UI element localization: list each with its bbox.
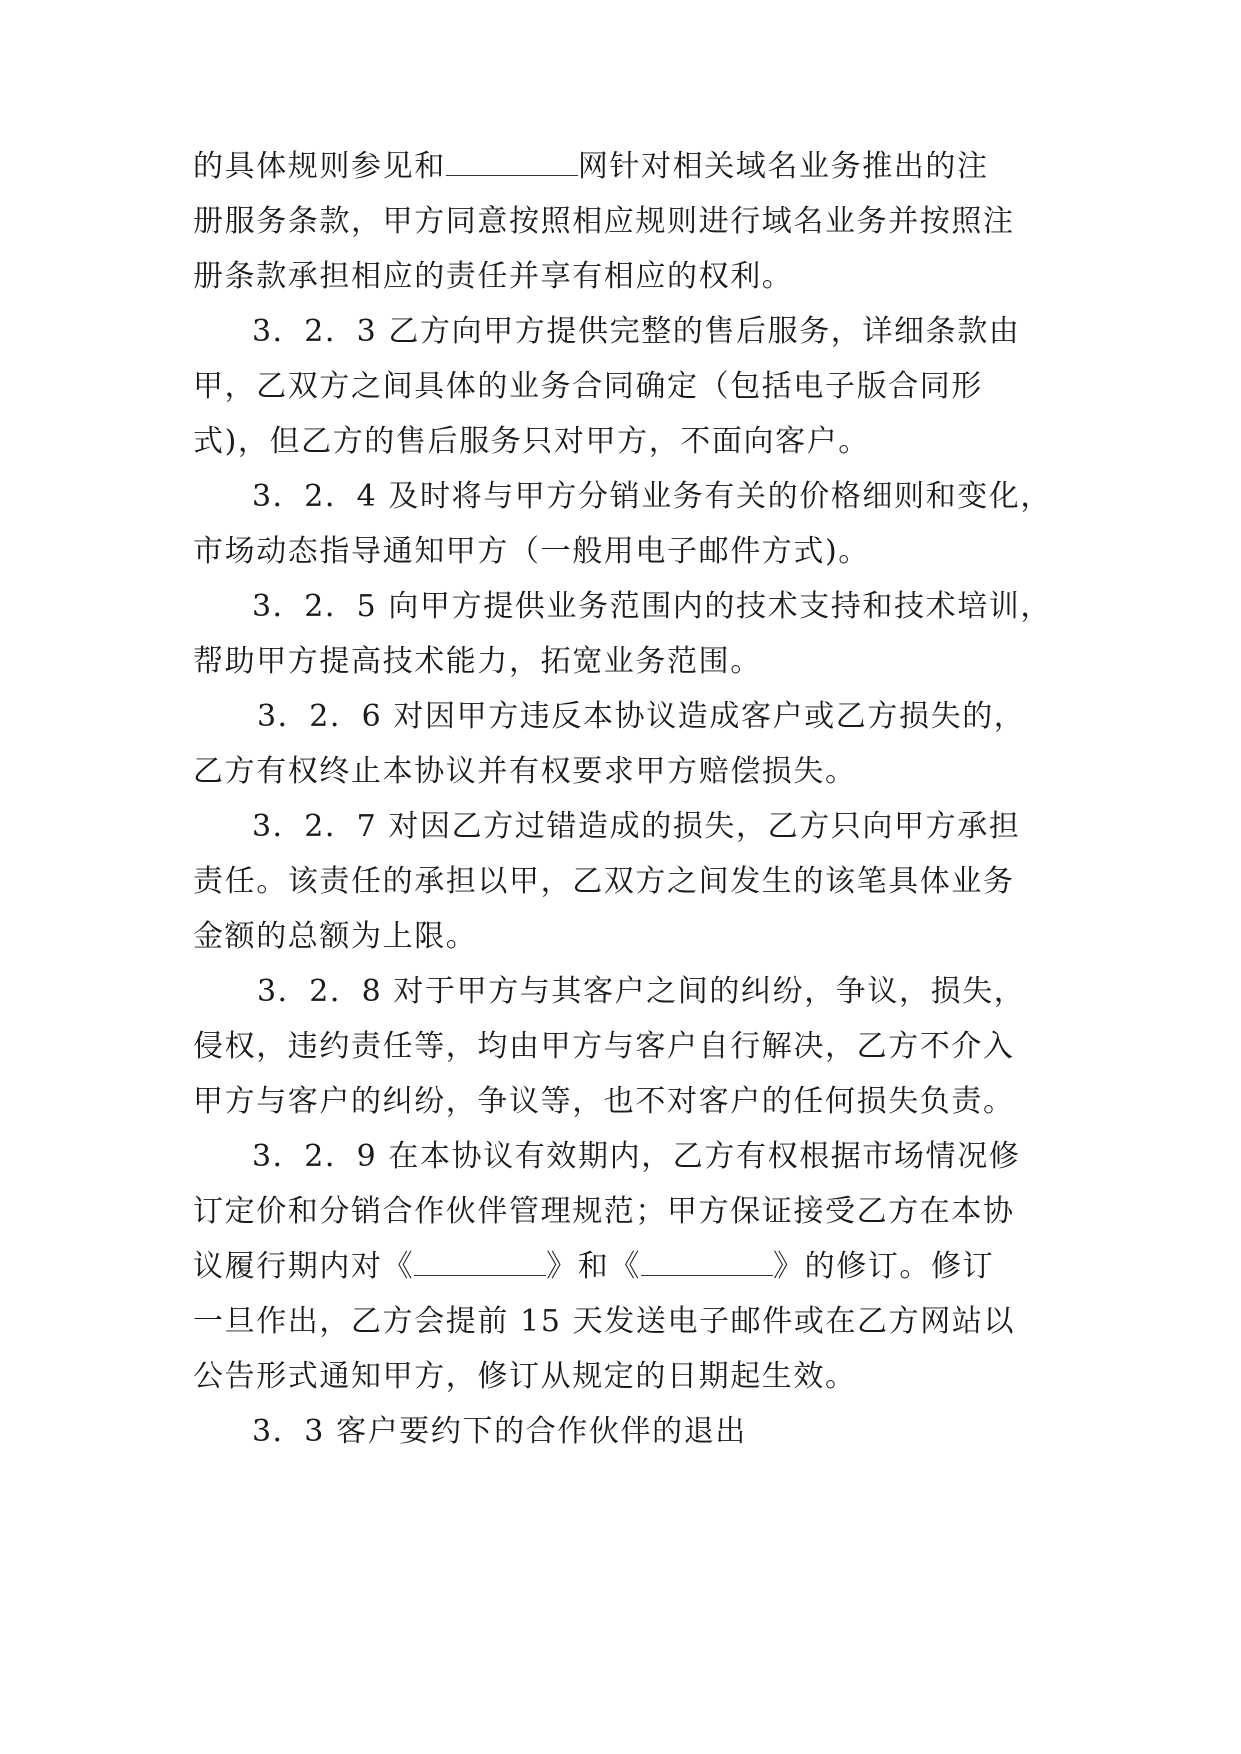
clause-3-2-8-line-1: 3．2．8 对于甲方与其客户之间的纠纷，争议，损失， [257, 974, 1026, 1009]
clause-3-2-4-line-1: 3．2．4 及时将与甲方分销业务有关的价格细则和变化， [252, 479, 1052, 514]
clause-3-2-6-line-2: 乙方有权终止本协议并有权要求甲方赔偿损失。 [193, 754, 857, 789]
paragraph-line-3: 册条款承担相应的责任并享有相应的权利。 [193, 259, 794, 294]
clause-3-2-9-line-2: 订定价和分销合作伙伴管理规范；甲方保证接受乙方在本协 [193, 1194, 1015, 1229]
clause-3-2-3-line-3: 式)，但乙方的售后服务只对甲方，不面向客户。 [193, 424, 870, 459]
clause-3-2-8-line-2: 侵权，违约责任等，均由甲方与客户自行解决，乙方不介入 [193, 1029, 1015, 1064]
clause-3-2-9-line-4: 一旦作出，乙方会提前 15 天发送电子邮件或在乙方网站以 [193, 1304, 1016, 1339]
line-text: 》和《 [546, 1249, 642, 1284]
clause-3-2-5-line-2: 帮助甲方提高技术能力，拓宽业务范围。 [193, 644, 762, 679]
clause-3-2-3-line-1: 3．2．3 乙方向甲方提供完整的售后服务，详细条款由 [252, 314, 1021, 349]
clause-3-2-7-line-2: 责任。该责任的承担以甲，乙双方之间发生的该笔具体业务 [193, 864, 1015, 899]
line-text: 网针对相关域名业务推出的注 [577, 149, 989, 184]
clause-3-2-5-line-1: 3．2．5 向甲方提供业务范围内的技术支持和技术培训， [252, 589, 1052, 624]
clause-3-2-4-line-2: 市场动态指导通知甲方（一般用电子邮件方式)。 [193, 534, 870, 569]
fill-in-blank[interactable] [446, 147, 578, 176]
line-text: 》的修订。修订 [773, 1249, 995, 1284]
fill-in-blank[interactable] [641, 1247, 773, 1276]
clause-3-2-3-line-2: 甲，乙双方之间具体的业务合同确定（包括电子版合同形 [193, 369, 983, 404]
clause-3-2-6-line-1: 3．2．6 对因甲方违反本协议造成客户或乙方损失的， [257, 699, 1026, 734]
line-text: 议履行期内对《 [193, 1249, 415, 1284]
clause-3-2-9-line-1: 3．2．9 在本协议有效期内，乙方有权根据市场情况修 [252, 1139, 1021, 1174]
clause-3-2-7-line-1: 3．2．7 对因乙方过错造成的损失，乙方只向甲方承担 [252, 809, 1021, 844]
clause-3-2-9-line-3 [193, 1247, 994, 1287]
clause-3-2-7-line-3: 金额的总额为上限。 [193, 919, 478, 954]
paragraph-line-2: 册服务条款，甲方同意按照相应规则进行域名业务并按照注 [193, 204, 1015, 239]
section-3-3-heading: 3．3 客户要约下的合作伙伴的退出 [252, 1414, 747, 1449]
fill-in-blank[interactable] [414, 1247, 546, 1276]
clause-3-2-9-line-5: 公告形式通知甲方，修订从规定的日期起生效。 [193, 1359, 857, 1394]
line-text: 的具体规则参见和 [193, 149, 446, 184]
paragraph-line-1 [193, 147, 989, 187]
clause-3-2-8-line-3: 甲方与客户的纠纷，争议等，也不对客户的任何损失负责。 [193, 1084, 1015, 1119]
